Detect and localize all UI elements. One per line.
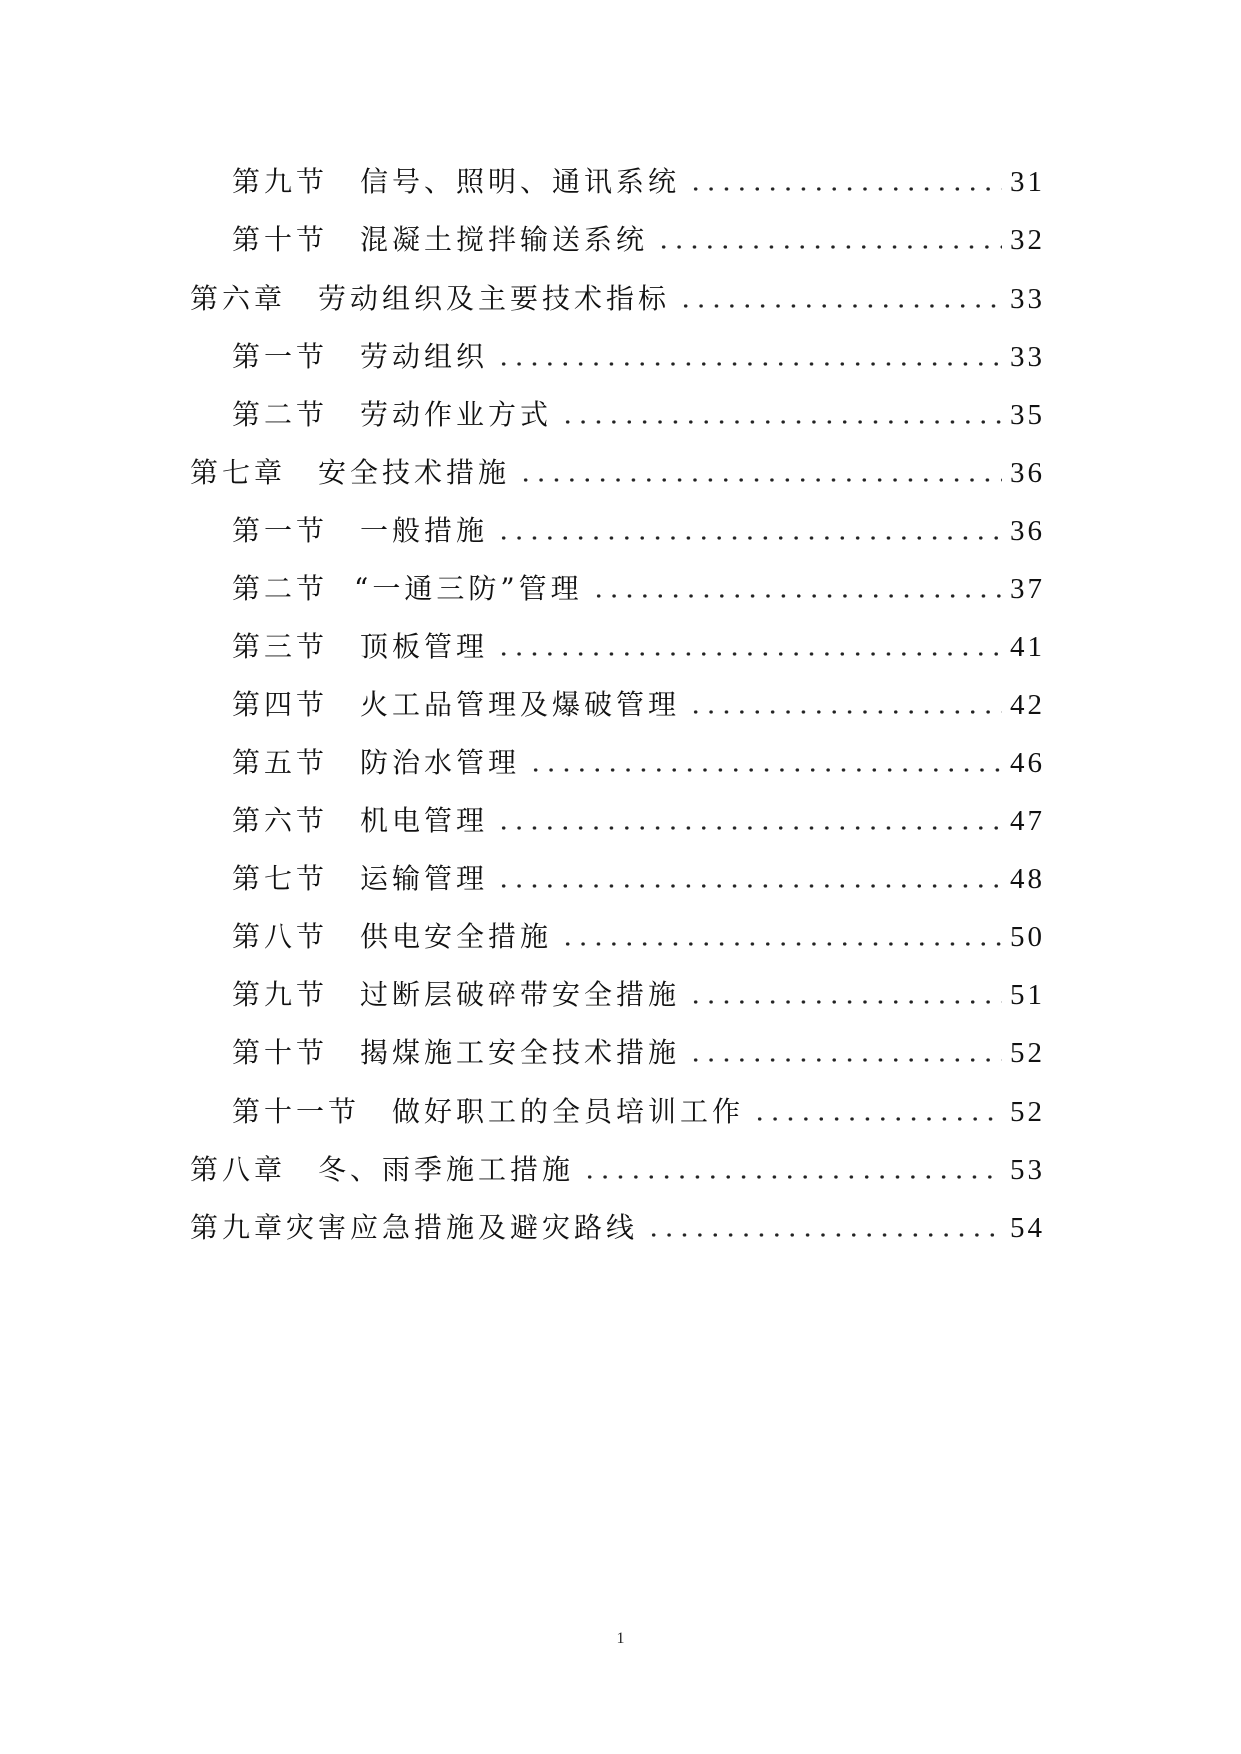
toc-entry-title: 运输管理 <box>360 862 489 895</box>
toc-entry-label: 第十一节 <box>232 1095 361 1128</box>
toc-entry[interactable] <box>232 743 1045 783</box>
toc-entry-page: 51 <box>1010 979 1045 1011</box>
toc-entry-page: 33 <box>1010 283 1045 315</box>
dot-leader <box>582 1172 1002 1182</box>
dot-leader <box>496 649 1002 659</box>
toc-entry-label: 第一节 <box>232 514 329 547</box>
toc-entry-label: 第四节 <box>232 688 329 721</box>
dot-leader <box>528 765 1002 775</box>
toc-entry[interactable] <box>232 627 1045 667</box>
dot-leader <box>496 881 1002 891</box>
dot-leader <box>560 417 1002 427</box>
toc-entry-label: 第三节 <box>232 630 329 663</box>
toc-entry-title: 劳动组织及主要技术指标 <box>318 282 671 315</box>
toc-entry-page: 50 <box>1010 921 1045 953</box>
toc-entry[interactable] <box>232 162 1045 202</box>
toc-entry-title: 灾害应急措施及避灾路线 <box>286 1211 639 1244</box>
toc-entry[interactable] <box>190 453 1045 493</box>
toc-entry-label: 第九节 <box>232 978 329 1011</box>
toc-entry-label: 第九节 <box>232 165 329 198</box>
toc-entry-label: 第五节 <box>232 746 329 779</box>
dot-leader <box>688 707 1002 717</box>
page-number: 1 <box>616 1630 625 1647</box>
toc-entry-label: 第十节 <box>232 1036 329 1069</box>
dot-leader <box>688 184 1002 194</box>
toc-entry[interactable] <box>232 685 1045 725</box>
toc-entry-label: 第六章 <box>190 282 287 315</box>
toc-entry[interactable] <box>232 1092 1045 1132</box>
dot-leader <box>591 591 1002 601</box>
toc-entry[interactable] <box>190 1150 1045 1190</box>
dot-leader <box>688 1055 1002 1065</box>
toc-entry-page: 46 <box>1010 747 1045 779</box>
toc-entry[interactable] <box>232 975 1045 1015</box>
toc-entry-title: 机电管理 <box>360 804 489 837</box>
toc-entry-title: 揭煤施工安全技术措施 <box>360 1036 681 1069</box>
toc-entry-page: 47 <box>1010 805 1045 837</box>
toc-entry-title: 安全技术措施 <box>318 456 511 489</box>
toc-entry-label: 第二节 <box>232 572 329 605</box>
toc-entry-title: 冬、雨季施工措施 <box>318 1153 575 1186</box>
toc-entry-label: 第十节 <box>232 223 329 256</box>
toc-entry-page: 32 <box>1010 224 1045 256</box>
toc-entry-label: 第八节 <box>232 920 329 953</box>
toc-entry-title: “一通三防”管理 <box>354 572 583 605</box>
toc-entry-page: 41 <box>1010 631 1045 663</box>
toc-entry[interactable] <box>190 279 1045 319</box>
toc-entry-label: 第六节 <box>232 804 329 837</box>
toc-entry-label: 第二节 <box>232 398 329 431</box>
toc-entry[interactable] <box>232 801 1045 841</box>
toc-entry[interactable] <box>232 1033 1045 1073</box>
toc-entry-title: 信号、照明、通讯系统 <box>360 165 681 198</box>
toc-entry-title: 过断层破碎带安全措施 <box>360 978 681 1011</box>
toc-entry[interactable] <box>232 917 1045 957</box>
toc-entry-title: 供电安全措施 <box>360 920 553 953</box>
dot-leader <box>688 997 1002 1007</box>
toc-entry-label: 第七章 <box>190 456 287 489</box>
toc-entry-label: 第九章 <box>190 1211 287 1244</box>
toc-entry-title: 防治水管理 <box>360 746 521 779</box>
toc-entry-title: 火工品管理及爆破管理 <box>360 688 681 721</box>
dot-leader <box>752 1114 1002 1124</box>
toc-entry[interactable] <box>232 511 1045 551</box>
toc-entry-page: 31 <box>1010 166 1045 198</box>
toc-entry[interactable] <box>232 859 1045 899</box>
dot-leader <box>678 301 1002 311</box>
toc-entry-page: 54 <box>1010 1212 1045 1244</box>
toc-entry[interactable] <box>190 1208 1045 1248</box>
toc-entry-title: 做好职工的全员培训工作 <box>392 1095 745 1128</box>
toc-entry-title: 一般措施 <box>360 514 489 547</box>
toc-entry-label: 第八章 <box>190 1153 287 1186</box>
toc-entry-page: 33 <box>1010 341 1045 373</box>
toc-entry[interactable] <box>232 220 1045 260</box>
toc-entry[interactable] <box>232 395 1045 435</box>
toc-entry-page: 48 <box>1010 863 1045 895</box>
toc-entry-label: 第一节 <box>232 340 329 373</box>
toc-entry-page: 42 <box>1010 689 1045 721</box>
toc-entry-page: 36 <box>1010 515 1045 547</box>
toc-entry-page: 36 <box>1010 457 1045 489</box>
toc-entry-title: 顶板管理 <box>360 630 489 663</box>
toc-entry[interactable] <box>232 337 1045 377</box>
toc-entry[interactable] <box>232 569 1045 609</box>
toc-entry-page: 52 <box>1010 1037 1045 1069</box>
toc-entry-page: 52 <box>1010 1096 1045 1128</box>
dot-leader <box>560 939 1002 949</box>
toc-entry-page: 37 <box>1010 573 1045 605</box>
dot-leader <box>496 823 1002 833</box>
toc-entry-title: 劳动作业方式 <box>360 398 553 431</box>
dot-leader <box>496 359 1002 369</box>
toc-entry-title: 混凝土搅拌输送系统 <box>360 223 649 256</box>
dot-leader <box>496 533 1002 543</box>
dot-leader <box>656 242 1002 252</box>
toc-entry-page: 35 <box>1010 399 1045 431</box>
dot-leader <box>518 475 1002 485</box>
toc-entry-title: 劳动组织 <box>360 340 489 373</box>
dot-leader <box>646 1230 1002 1240</box>
toc-entry-label: 第七节 <box>232 862 329 895</box>
toc-entry-page: 53 <box>1010 1154 1045 1186</box>
